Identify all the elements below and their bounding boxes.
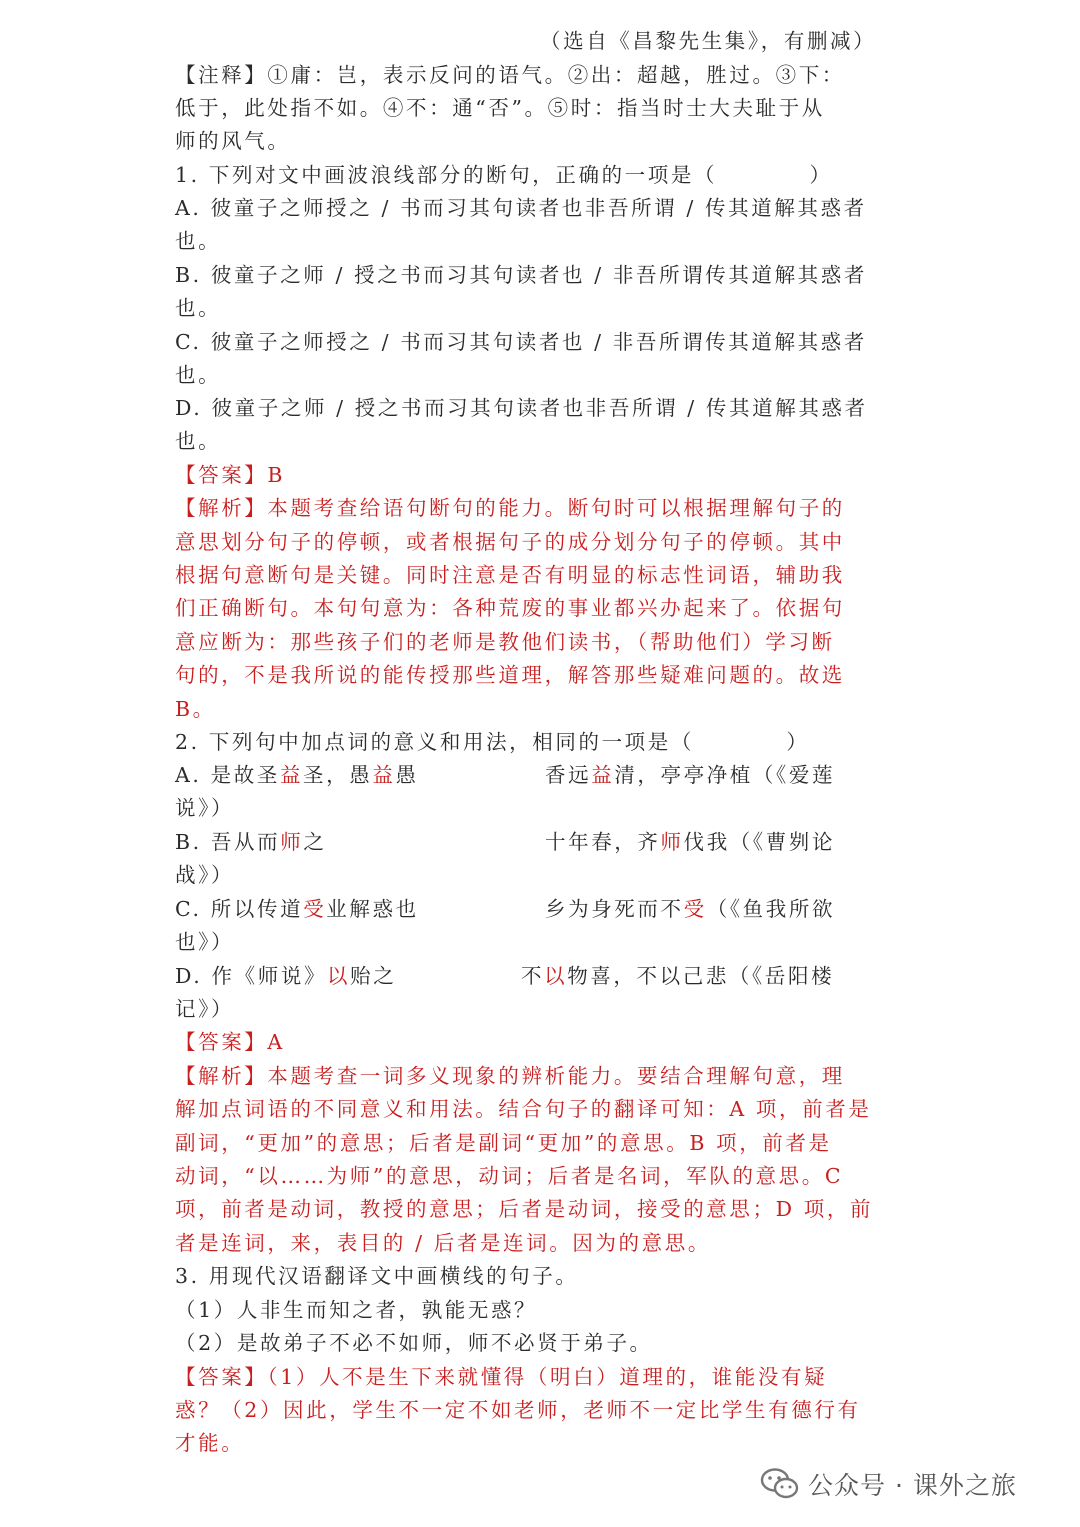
analysis-line: 句的，不是我所说的能传授那些道理，解答那些疑难问题的。故选 <box>175 663 845 687</box>
option-d: D. 彼童子之师 / 授之书而习其句读者也非吾所谓 / 传其道解其惑者 <box>175 396 868 420</box>
analysis-line: 动词，“以……为师”的意思，动词；后者是名词，军队的意思。C <box>175 1164 844 1188</box>
option-b <box>175 826 895 859</box>
answer-line: 惑？（2）因此，学生不一定不如老师，老师不一定比学生有德行有 <box>175 1398 861 1422</box>
analysis-line: 副词，“更加”的意思；后者是副词“更加”的意思。B 项，前者是 <box>175 1131 832 1155</box>
analysis-line: B。 <box>175 697 216 721</box>
option-right: 不以物喜，不以己悲（《岳阳楼 <box>521 964 835 988</box>
translate-item: （1）人非生而知之者，孰能无惑？ <box>175 1298 538 1322</box>
wechat-account-watermark <box>760 1466 1017 1502</box>
option-right: 十年春，齐师伐我（《曹刿论 <box>545 830 836 854</box>
notes-line: 【注释】①庸：岂，表示反问的语气。②出：超越，胜过。③下： <box>175 63 845 87</box>
wechat-icon <box>760 1467 800 1501</box>
dotted-word: 受 <box>303 897 327 921</box>
account-name: 公众号 · 课外之旅 <box>808 1471 1017 1500</box>
analysis-line: 解加点词语的不同意义和用法。结合句子的翻译可知：A 项，前者是 <box>175 1097 872 1121</box>
option-b-cont: 战》） <box>175 863 235 887</box>
option-b-cont: 也。 <box>175 296 222 320</box>
option-left: B. 吾从而师之 <box>175 830 327 854</box>
option-left: C. 所以传道受业解惑也 <box>175 897 419 921</box>
analysis-line: 意应断为：那些孩子们的老师是教他们读书，（帮助他们）学习断 <box>175 630 835 654</box>
option-a: A. 彼童子之师授之 / 书而习其句读者也非吾所谓 / 传其道解其惑者 <box>175 196 867 220</box>
option-right: 香远益清，亭亭净植（《爱莲 <box>545 763 836 787</box>
option-c <box>175 893 895 926</box>
dotted-word: 益 <box>279 763 304 787</box>
dotted-word: 以 <box>327 964 351 988</box>
dotted-word: 师 <box>280 830 304 854</box>
option-d <box>175 960 895 993</box>
dotted-word: 益 <box>372 763 396 787</box>
dotted-word: 受 <box>683 897 707 921</box>
option-left: D. 作《师说》以贻之 <box>175 964 397 988</box>
question-1-stem: 1. 下列对文中画波浪线部分的断句，正确的一项是（ ） <box>175 163 833 187</box>
notes-line: 低于，此处指不如。④不：通“否”。⑤时：指当时士大夫耻于从 <box>175 96 825 120</box>
dotted-word: 以 <box>544 964 568 988</box>
notes-line: 师的风气。 <box>175 129 291 153</box>
option-a-cont: 也。 <box>175 229 222 253</box>
option-c: C. 彼童子之师授之 / 书而习其句读者也 / 非吾所谓传其道解其惑者 <box>175 330 867 354</box>
answer-line: 才能。 <box>175 1431 245 1455</box>
analysis-line: 们正确断句。本句句意为：各种荒废的事业都兴办起来了。依据句 <box>175 596 845 620</box>
answer-label: 【答案】B <box>175 463 286 487</box>
option-a <box>175 759 895 792</box>
dotted-word: 师 <box>660 830 684 854</box>
translate-item: （2）是故弟子不必不如师，师不必贤于弟子。 <box>175 1331 653 1355</box>
analysis-line: 根据句意断句是关键。同时注意是否有明显的标志性词语，辅助我 <box>175 563 845 587</box>
option-c-cont: 也。 <box>175 363 222 387</box>
option-c-cont: 也》） <box>175 930 235 954</box>
option-a-cont: 说》） <box>175 796 235 820</box>
analysis-line: 【解析】本题考查一词多义现象的辨析能力。要结合理解句意，理 <box>175 1064 845 1088</box>
source-citation: （选自《昌黎先生集》，有删减） <box>540 29 877 53</box>
option-right: 乡为身死而不受（《鱼我所欲 <box>545 897 836 921</box>
answer-label: 【答案】A <box>175 1030 285 1054</box>
option-left: A. 是故圣益圣，愚益愚 <box>175 763 419 787</box>
option-b: B. 彼童子之师 / 授之书而习其句读者也 / 非吾所谓传其道解其惑者 <box>175 263 867 287</box>
question-3-stem: 3. 用现代汉语翻译文中画横线的句子。 <box>175 1264 579 1288</box>
analysis-line: 者是连词，来，表目的 / 后者是连词。因为的意思。 <box>175 1231 711 1255</box>
option-d-cont: 也。 <box>175 429 222 453</box>
answer-line: 【答案】（1）人不是生下来就懂得（明白）道理的，谁能没有疑 <box>175 1365 828 1389</box>
analysis-line: 意思划分句子的停顿，或者根据句子的成分划分句子的停顿。其中 <box>175 530 845 554</box>
option-d-cont: 记》） <box>175 997 235 1021</box>
dotted-word: 益 <box>591 763 615 787</box>
question-2-stem: 2. 下列句中加点词的意义和用法，相同的一项是（ ） <box>175 730 810 754</box>
analysis-line: 项，前者是动词，教授的意思；后者是动词，接受的意思；D 项，前 <box>175 1197 874 1221</box>
analysis-line: 【解析】本题考查给语句断句的能力。断句时可以根据理解句子的 <box>175 496 845 520</box>
